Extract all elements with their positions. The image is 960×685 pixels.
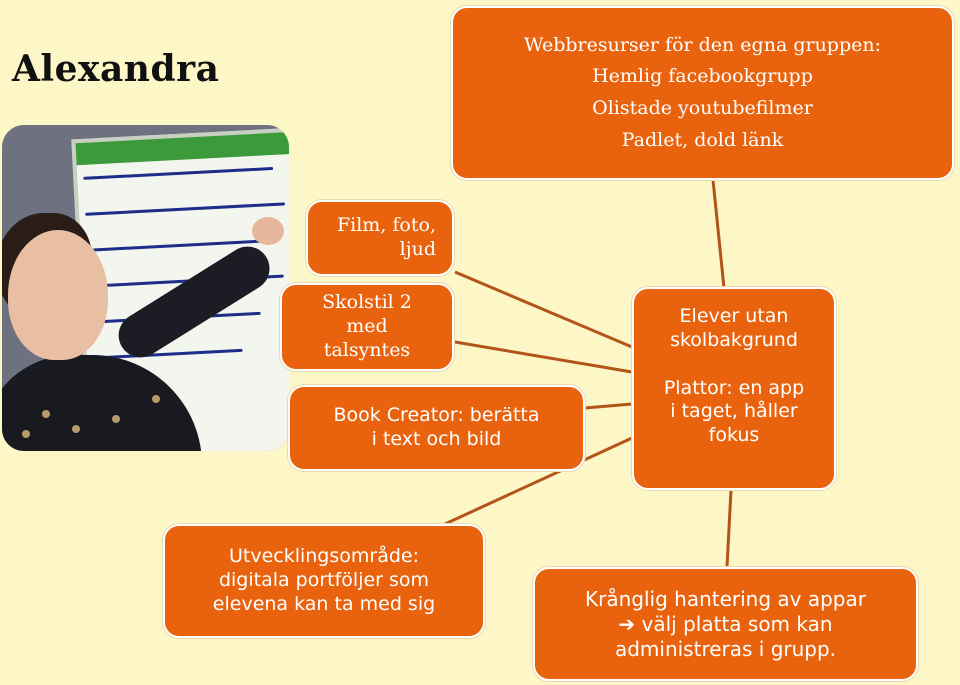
connector-web: [713, 180, 724, 288]
web-resources-line: Padlet, dold länk: [621, 128, 784, 151]
web-resources-box: [451, 6, 954, 180]
center-line: skolbakgrund: [670, 328, 798, 351]
kranglig-line: Krånglig hantering av appar: [585, 586, 866, 611]
kranglig-line: administreras i grupp.: [614, 636, 837, 661]
film-line: Film, foto,: [336, 214, 436, 237]
plattor-line: Plattor: en app: [663, 376, 805, 399]
utveckling-line: digitala portföljer som: [218, 569, 430, 592]
skolstil-line: med: [346, 315, 388, 338]
web-resources-line: Hemlig facebookgrupp: [592, 65, 813, 88]
connector-skolstil: [455, 342, 632, 372]
utveckling-line: elevena kan ta med sig: [212, 592, 436, 615]
connector-kranglig: [727, 490, 731, 567]
plattor-line: i taget, håller: [670, 400, 798, 423]
film-box: [306, 200, 454, 276]
skolstil-line: talsyntes: [323, 338, 411, 361]
kranglig-line: ➔ välj platta som kan: [618, 611, 833, 636]
kranglig-box: [533, 567, 918, 681]
connector-book: [585, 404, 632, 408]
web-resources-line: Olistade youtubefilmer: [592, 97, 813, 119]
film-line: ljud: [399, 238, 436, 260]
center-box: [632, 287, 836, 490]
book-creator-line: Book Creator: berätta: [333, 404, 540, 427]
skolstil-box: [280, 283, 454, 371]
center-line: Elever utan: [679, 305, 789, 327]
skolstil-line: Skolstil 2: [322, 291, 412, 314]
web-resources-line: Webbresurser för den egna gruppen:: [523, 33, 882, 56]
utveckling-box: [163, 524, 485, 638]
connector-film: [455, 272, 632, 347]
utveckling-line: Utvecklingsområde:: [228, 545, 420, 568]
plattor-line: fokus: [708, 424, 760, 446]
book-creator-box: [288, 385, 585, 471]
page-title: Alexandra: [12, 48, 220, 90]
book-creator-line: i text och bild: [371, 428, 502, 450]
